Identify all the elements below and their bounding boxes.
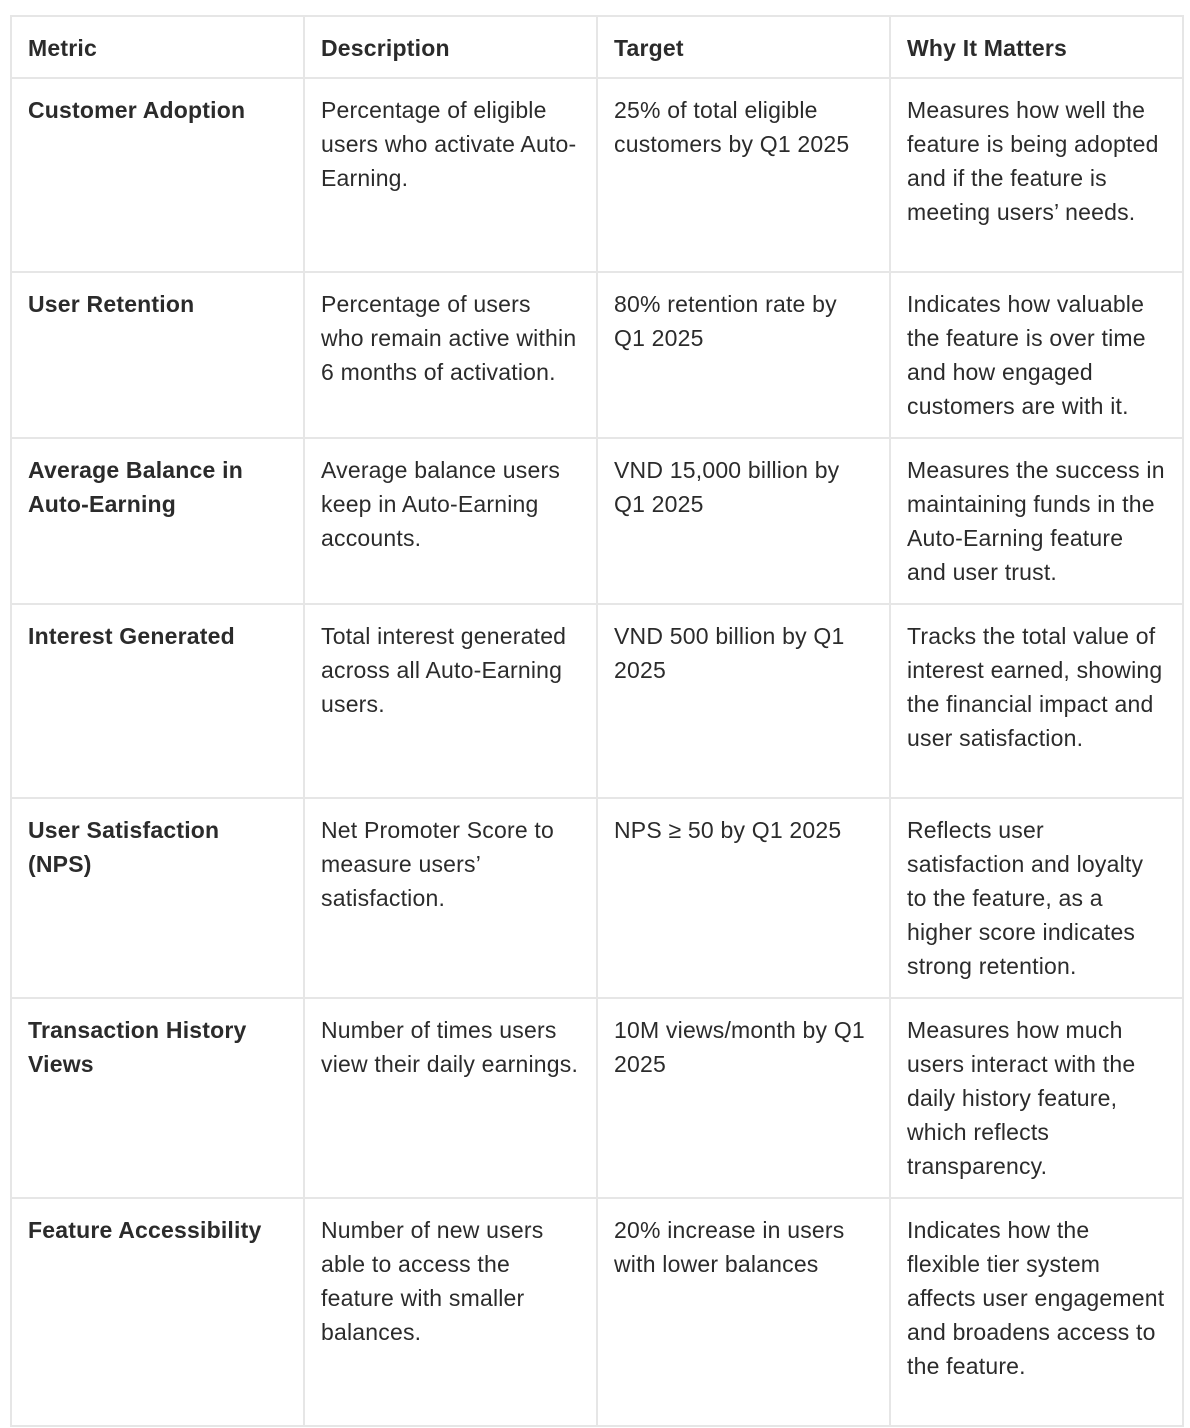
header-row xyxy=(11,16,1183,78)
metrics-table xyxy=(10,15,1184,1427)
table-row xyxy=(11,998,1183,1198)
description-cell: Average balance users keep in Auto-Earning accounts. xyxy=(304,438,597,604)
header-target: Target xyxy=(597,16,890,78)
why-cell: Reflects user satisfaction and loyalty to the feature, as a higher score indicates strong retention. xyxy=(890,798,1183,998)
why-cell: Indicates how the flexible tier system affects user engagement and broadens access to the feature. xyxy=(890,1198,1183,1426)
why-cell: Measures how well the feature is being adopted and if the feature is meeting users’ needs. xyxy=(890,78,1183,272)
why-cell: Tracks the total value of interest earned, showing the financial impact and user satisfaction. xyxy=(890,604,1183,798)
metric-cell: User Satisfaction (NPS) xyxy=(11,798,304,998)
header-why-it-matters: Why It Matters xyxy=(890,16,1183,78)
metric-cell: Customer Adoption xyxy=(11,78,304,272)
description-cell: Number of times users view their daily earnings. xyxy=(304,998,597,1198)
table-row xyxy=(11,1198,1183,1426)
table-row xyxy=(11,438,1183,604)
why-cell: Measures the success in maintaining funds in the Auto-Earning feature and user trust. xyxy=(890,438,1183,604)
target-cell: VND 500 billion by Q1 2025 xyxy=(597,604,890,798)
metric-cell: Average Balance in Auto-Earning xyxy=(11,438,304,604)
header-metric: Metric xyxy=(11,16,304,78)
target-cell: 10M views/month by Q1 2025 xyxy=(597,998,890,1198)
description-cell: Number of new users able to access the feature with smaller balances. xyxy=(304,1198,597,1426)
table-row xyxy=(11,604,1183,798)
why-cell: Indicates how valuable the feature is over time and how engaged customers are with it. xyxy=(890,272,1183,438)
table-row xyxy=(11,78,1183,272)
description-cell: Total interest generated across all Auto-Earning users. xyxy=(304,604,597,798)
description-cell: Percentage of eligible users who activate Auto-Earning. xyxy=(304,78,597,272)
why-cell: Measures how much users interact with the daily history feature, which reflects transparency. xyxy=(890,998,1183,1198)
table-row xyxy=(11,798,1183,998)
target-cell: 20% increase in users with lower balances xyxy=(597,1198,890,1426)
description-cell: Net Promoter Score to measure users’ satisfaction. xyxy=(304,798,597,998)
header-description: Description xyxy=(304,16,597,78)
metric-cell: Interest Generated xyxy=(11,604,304,798)
metric-cell: Transaction History Views xyxy=(11,998,304,1198)
target-cell: 25% of total eligible customers by Q1 2025 xyxy=(597,78,890,272)
target-cell: 80% retention rate by Q1 2025 xyxy=(597,272,890,438)
target-cell: NPS ≥ 50 by Q1 2025 xyxy=(597,798,890,998)
metric-cell: Feature Accessibility xyxy=(11,1198,304,1426)
metric-cell: User Retention xyxy=(11,272,304,438)
target-cell: VND 15,000 billion by Q1 2025 xyxy=(597,438,890,604)
description-cell: Percentage of users who remain active within 6 months of activation. xyxy=(304,272,597,438)
table-row xyxy=(11,272,1183,438)
